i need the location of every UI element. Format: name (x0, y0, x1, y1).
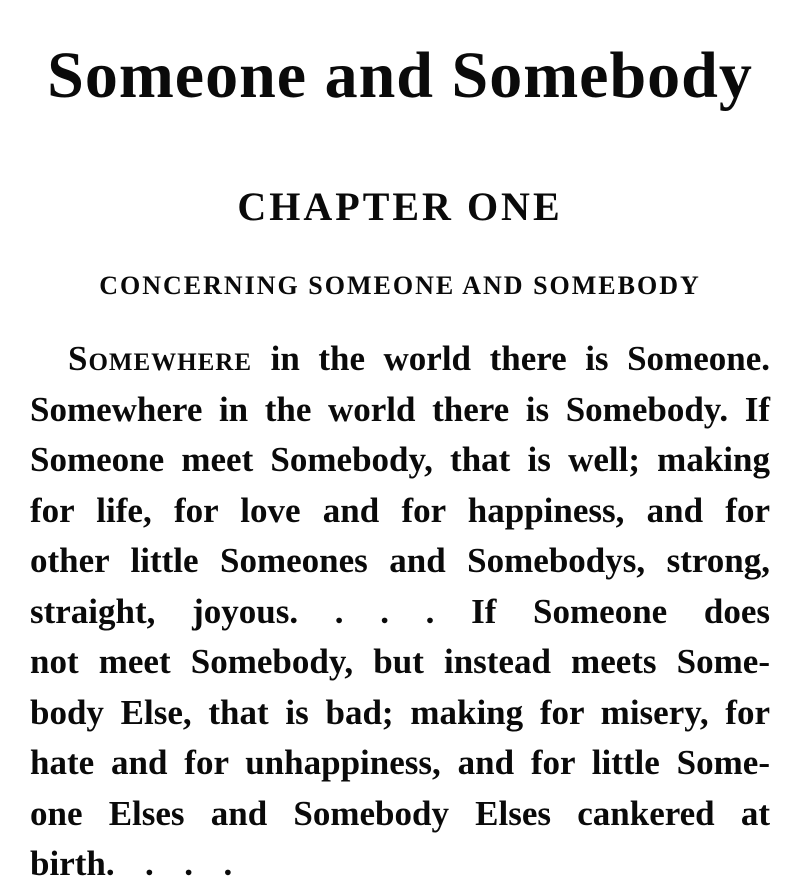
paragraph-line: hate and for unhappiness, and for little Some- (30, 743, 770, 782)
paragraph-line: Someone meet Somebody, that is well; making (30, 440, 770, 479)
paragraph-line: other little Someones and Somebodys, strong, (30, 541, 770, 580)
paragraph-line: one Elses and Somebody Elses cankered at (30, 793, 770, 833)
chapter-subheading: CONCERNING SOMEONE AND SOMEBODY (99, 271, 701, 300)
book-title: Someone and Somebody (47, 39, 753, 112)
paragraph-line: straight, joyous. . . . If Someone does (30, 591, 770, 631)
paragraph (30, 334, 770, 890)
paragraph-line: for life, for love and for happiness, and for (30, 490, 770, 530)
paragraph-line: Somewhere in the world there is Someone. (68, 339, 770, 378)
paragraph-line: not meet Somebody, but instead meets Some- (30, 642, 770, 681)
smallcaps-lead-word: Somewhere (68, 339, 253, 378)
chapter-heading: CHAPTER ONE (237, 184, 563, 229)
paragraph-line: body Else, that is bad; making for misery, for (30, 692, 770, 732)
paragraph-line: birth. . . . (30, 844, 233, 883)
paragraph-line: Somewhere in the world there is Somebody. If (30, 389, 770, 429)
